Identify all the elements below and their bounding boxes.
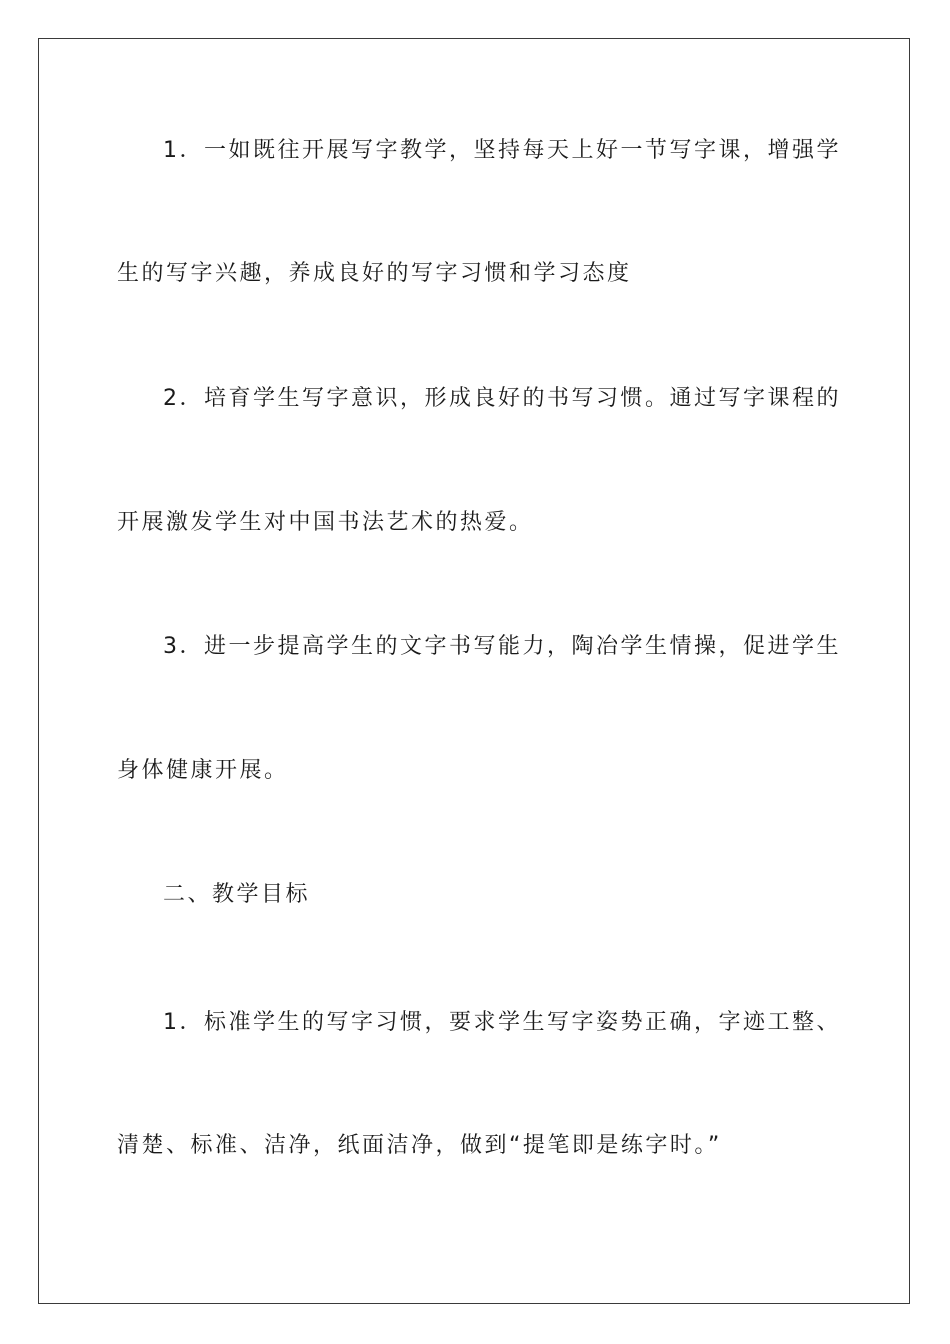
- section-heading: 二、教学目标: [163, 882, 311, 907]
- paragraph-1-line-2: 生的写字兴趣，养成良好的写字习惯和学习态度: [117, 261, 632, 286]
- paragraph-4-line-2: 清楚、标准、洁净，纸面洁净，做到“提笔即是练字时。”: [117, 1133, 722, 1158]
- page-border: [38, 38, 910, 1304]
- paragraph-3-line-2: 身体健康开展。: [117, 758, 289, 783]
- paragraph-2-line-2: 开展激发学生对中国书法艺术的热爱。: [117, 510, 534, 535]
- paragraph-4-line-1: 1．标准学生的写字习惯，要求学生写字姿势正确，字迹工整、: [163, 1010, 841, 1035]
- paragraph-2-line-1: 2．培育学生写字意识，形成良好的书写习惯。通过写字课程的: [163, 386, 841, 411]
- paragraph-1-line-1: 1．一如既往开展写字教学，坚持每天上好一节写字课，增强学: [163, 138, 841, 163]
- paragraph-3-line-1: 3．进一步提高学生的文字书写能力，陶冶学生情操，促进学生: [163, 634, 841, 659]
